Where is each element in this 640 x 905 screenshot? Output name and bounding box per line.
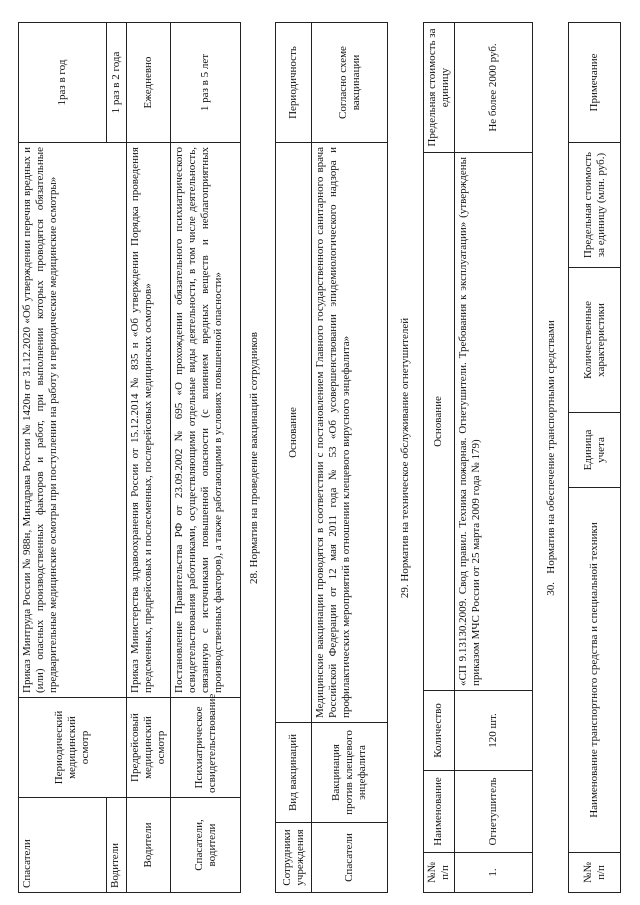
column-header-name: Наименование xyxy=(424,771,455,853)
vaccination-table xyxy=(275,22,388,893)
employees-cell: Спасатели, водители xyxy=(171,798,241,893)
period-cell: 1раз в год xyxy=(19,23,107,143)
vaccination-cell: Вакцинация против клещевого энцефалита xyxy=(312,723,388,823)
employees-cell: Спасатели xyxy=(312,823,388,893)
exam-type-cell: Периодический медицинский осмотр xyxy=(19,698,127,798)
column-header-basis: Основание xyxy=(276,143,312,723)
column-header-period: Периодичность xyxy=(276,23,312,143)
exam-type-cell: Психиатрическое освидетельствование xyxy=(171,698,241,798)
table-row xyxy=(454,23,532,893)
column-header-note: Примечание xyxy=(569,23,621,143)
qty-cell: 120 шт. xyxy=(454,691,532,771)
column-header-basis: Основание xyxy=(424,153,455,691)
period-cell: Согласно схеме вакцинации xyxy=(312,23,388,143)
period-cell: 1 раз в 2 года xyxy=(107,23,127,143)
section-30-heading: 30. Норматив на обеспечение транспортными средствами xyxy=(545,320,557,596)
fire-extinguisher-table xyxy=(423,22,533,893)
exam-type-cell: Предрейсовый медицинский осмотр xyxy=(127,698,171,798)
column-header-qty: Количественные характеристики xyxy=(569,268,621,413)
table-row xyxy=(312,23,388,893)
medical-exams-table xyxy=(18,22,241,893)
basis-cell: Приказ Минтруда России № 988н, Минздрава России № 1420н от 31.12.2020 «Об утверждении перечня вредных и (или) опасных производственных факторов и работ, при выполнении которых проводятся обязательные предварительные медицинские осмотры при поступлении на работу и периодические медицинские осмотры» xyxy=(19,143,127,698)
employees-cell: Спасатели xyxy=(19,798,107,893)
period-cell: 1 раз в 5 лет xyxy=(171,23,241,143)
column-header-num: №№ п/п xyxy=(569,853,621,893)
basis-cell: Постановление Правительства РФ от 23.09.2002 № 695 «О прохождении обязательного психиатрического освидетельствования работниками, осуществляющими отдельные виды деятельности, в том числе деятельность, связанную с источниками повышенной опасности (с влиянием вредных веществ и неблагоприятных производственных факторов), а также работающими в условиях повышенной опасности» xyxy=(171,143,241,698)
table-header-row xyxy=(569,23,621,893)
employees-cell: Водители xyxy=(127,798,171,893)
column-header-num: №№ п/п xyxy=(424,853,455,893)
employees-cell: Водители xyxy=(107,798,127,893)
table-row xyxy=(19,23,107,893)
column-header-qty: Количество xyxy=(424,691,455,771)
table-header-row xyxy=(424,23,455,893)
section-28-heading: 28. Норматив на проведение вакцинаций сотрудников xyxy=(248,332,260,584)
column-header-name: Наименование транспортного средства и специальной техники xyxy=(569,488,621,853)
basis-cell: Медицинские вакцинации проводятся в соответствии с постановлением Главного государственного санитарного врача Российской Федерации от 12 мая 2011 года № 53 «Об усовершенствовании эпидемиологического надзора и профилактических мероприятий в отношении клещевого вирусного энцефалита» xyxy=(312,143,388,723)
column-header-price: Предельная стоимость за единицу (млн. руб.) xyxy=(569,143,621,268)
section-29-heading: 29. Норматив на техническое обслуживание огнетушителей xyxy=(399,317,411,599)
name-cell: Огнетушитель xyxy=(454,771,532,853)
num-cell: 1. xyxy=(454,853,532,893)
table-row xyxy=(171,23,241,893)
table-header-row xyxy=(276,23,312,893)
column-header-price: Предельная стоимость за единицу xyxy=(424,23,455,153)
basis-cell: «СП 9.13130.2009. Свод правил. Техника пожарная. Огнетушители. Требования к эксплуатации» (утверждены приказом МЧС России от 25 марта 2009 года № 179) xyxy=(454,153,532,691)
transport-table xyxy=(568,22,621,893)
period-cell: Ежедневно xyxy=(127,23,171,143)
column-header-vaccination: Вид вакцинаций xyxy=(276,723,312,823)
column-header-employees: Сотрудники учреждения xyxy=(276,823,312,893)
basis-cell: Приказ Министерства здравоохранения России от 15.12.2014 № 835 н «Об утверждении Порядка проведения предсменных, предрейсовых и послесменных, послерейсовых медицинских осмотров» xyxy=(127,143,171,698)
price-cell: Не более 2000 руб. xyxy=(454,23,532,153)
column-header-unit: Единица учета xyxy=(569,413,621,488)
table-row xyxy=(127,23,171,893)
